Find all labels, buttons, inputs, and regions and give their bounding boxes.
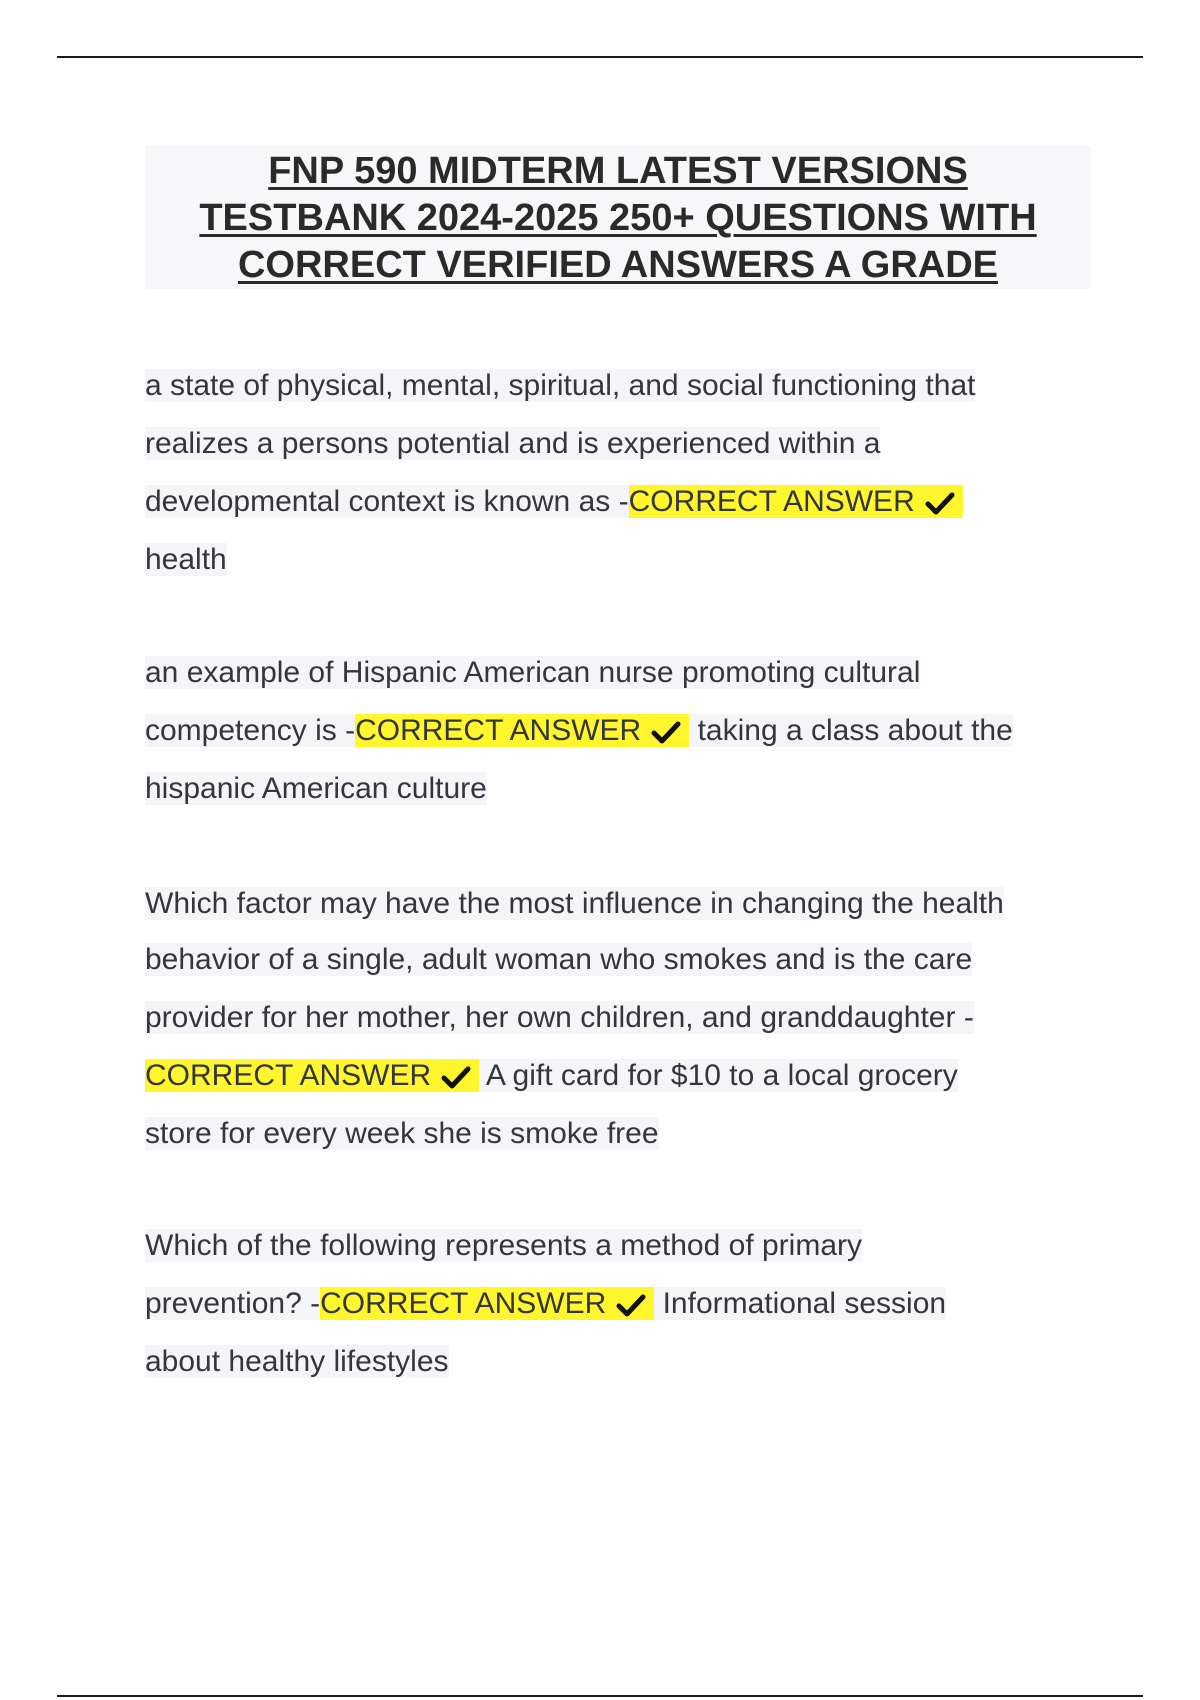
correct-answer-highlight (355, 714, 689, 747)
correct-answer-highlight (629, 485, 963, 518)
question-1-line-2: realizes a persons potential and is experienced within a (145, 427, 881, 460)
question-4-line-2: prevention? - (145, 1287, 321, 1320)
question-3-line-2: behavior of a single, adult woman who smokes and is the care (145, 943, 973, 976)
correct-answer-label: CORRECT ANSWER (355, 714, 642, 747)
answer-4-line-2: about healthy lifestyles (145, 1345, 449, 1378)
correct-answer-highlight (320, 1287, 654, 1320)
title-line-1: FNP 590 MIDTERM LATEST VERSIONS (268, 150, 968, 192)
title-line-3: CORRECT VERIFIED ANSWERS A GRADE (237, 244, 999, 286)
qa-item-4 (145, 1217, 1090, 1391)
title-line-2: TESTBANK 2024-2025 250+ QUESTIONS WITH (199, 197, 1037, 239)
question-1-line-3: developmental context is known as - (145, 485, 629, 518)
correct-answer-highlight (145, 1059, 479, 1092)
correct-answer-label: CORRECT ANSWER (628, 485, 915, 518)
question-2-line-2: competency is - (145, 714, 356, 747)
qa-item-2 (145, 644, 1090, 818)
question-1-line-1: a state of physical, mental, spiritual, and social functioning that (145, 369, 976, 402)
correct-answer-label: CORRECT ANSWER (145, 1059, 432, 1092)
answer-3-line-1: A gift card for $10 to a local grocery (479, 1059, 958, 1092)
document-title (145, 146, 1091, 289)
correct-answer-label: CORRECT ANSWER (320, 1287, 607, 1320)
checkmark-icon (925, 490, 955, 516)
question-2-line-1: an example of Hispanic American nurse promoting cultural (145, 656, 921, 689)
checkmark-icon (441, 1064, 471, 1090)
qa-item-1 (145, 357, 1090, 589)
answer-2-line-2: hispanic American culture (145, 772, 487, 805)
top-rule (57, 56, 1143, 58)
question-3-line-1: Which factor may have the most influence in changing the health (145, 887, 1004, 920)
question-3-line-3: provider for her mother, her own children, and granddaughter - (145, 1001, 974, 1034)
question-4-line-1: Which of the following represents a method of primary (145, 1229, 862, 1262)
answer-1-text: health (145, 543, 227, 576)
title-block (145, 146, 1091, 289)
bottom-rule (57, 1695, 1143, 1697)
checkmark-icon (651, 719, 681, 745)
answer-4-line-1: Informational session (654, 1287, 947, 1320)
answer-2-line-1: taking a class about the (689, 714, 1013, 747)
checkmark-icon (616, 1292, 646, 1318)
answer-3-line-2: store for every week she is smoke free (145, 1117, 659, 1150)
qa-item-3 (145, 875, 1090, 1163)
